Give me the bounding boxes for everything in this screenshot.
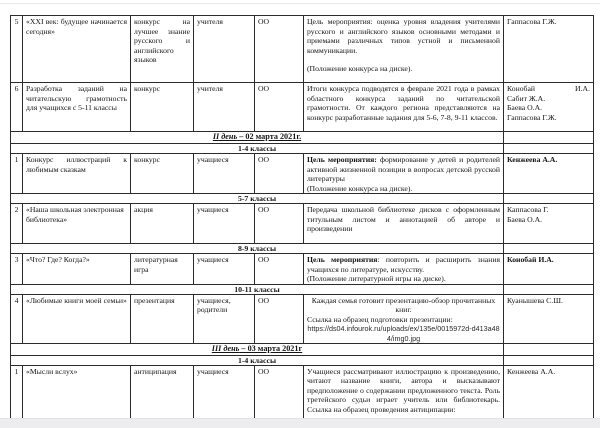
event-row [11, 204, 594, 244]
cell-number: 1 [11, 154, 23, 194]
text-run: Ссылка на образец подготовки презентации: [307, 314, 453, 324]
text-run: (Положение конкурса на диске). [307, 64, 413, 73]
cell-format: конкурс [131, 154, 194, 194]
text-run: (Положение литературной игры на диске). [307, 274, 446, 283]
cell-description [304, 83, 504, 132]
cell-responsible [504, 365, 594, 418]
description-paragraph [307, 155, 500, 184]
cell-format: литературная игра [131, 254, 194, 285]
text-run: https://ds04.infourok.ru/uploads/ex/135e/0015972d-d413a484/img0.jpg [307, 324, 500, 343]
cell-participants: учащиеся, родители [194, 294, 255, 344]
responsible-name: Баева О.А. [507, 214, 543, 224]
text-run: Учащиеся рассматривают иллюстрацию к произведению, читают название книги, автора и высказывают предположение о содержании предложенного текста. Роль третейского судьи играет учитель или библиотекарь. Ссылка на образец проведения антиципации: [307, 366, 500, 414]
cell-event-name: Разработка заданий на читательскую грамотность для учащихся с 5-11 классы [23, 83, 131, 132]
paragraph-gap [307, 55, 500, 64]
description-paragraph [307, 274, 500, 284]
day-header-cell [11, 132, 504, 144]
description-paragraph [307, 367, 500, 415]
class-header-cell: 5-7 классы [11, 194, 504, 204]
description-paragraph [307, 17, 500, 55]
cell-event-name: «Наша школьная электронная библиотека» [23, 204, 131, 244]
day-header-text [212, 344, 302, 353]
class-header-empty-cell [504, 284, 594, 294]
day-header-row [11, 132, 594, 144]
responsible-name: Конобай И.А. [507, 255, 554, 264]
text-run: Цель мероприятия [307, 255, 378, 264]
cell-description [304, 154, 504, 194]
cell-number: 6 [11, 83, 23, 132]
day-header-empty-cell [504, 344, 594, 356]
description-paragraph [307, 84, 500, 122]
text-run: формирование у детей и родителей активной жизненной позиции в вопросах детской русской литературы [307, 155, 500, 183]
cell-number: 4 [11, 294, 23, 344]
cell-oo: ОО [255, 204, 304, 244]
description-paragraph [307, 296, 500, 315]
class-header-cell: 1-4 классы [11, 144, 504, 154]
responsible-name: Каппасова Г. [507, 205, 549, 214]
day-header-text [213, 132, 301, 141]
text-run: Цель мероприятия: [307, 155, 377, 164]
cell-participants: учителя [194, 16, 255, 83]
class-header-cell: 10-11 классы [11, 284, 504, 294]
responsible-name: Сабит Ж.А. [507, 93, 546, 103]
cell-oo: ОО [255, 154, 304, 194]
cell-format: презентация [131, 294, 194, 344]
event-row [11, 365, 594, 418]
class-header-row [11, 284, 594, 294]
cell-participants: учащиеся [194, 154, 255, 194]
cell-responsible [504, 83, 594, 132]
cell-number: 2 [11, 204, 23, 244]
description-paragraph [307, 315, 500, 325]
day-header-empty-cell [504, 132, 594, 144]
description-paragraph [307, 64, 500, 74]
class-header-empty-cell [504, 144, 594, 154]
responsible-name: Куанышева С.Ш. [507, 295, 563, 305]
cell-event-name: «Мысли вслух» [23, 365, 131, 418]
cell-oo: ОО [255, 365, 304, 418]
page-bottom-edge [0, 418, 600, 428]
cell-oo: ОО [255, 83, 304, 132]
page-top-edge [0, 3, 600, 4]
cell-responsible [504, 16, 594, 83]
events-table-body [11, 16, 594, 419]
event-row [11, 16, 594, 83]
text-run: Каждая семья готовит презентацию-обзор прочитанных книг. [311, 295, 496, 314]
text-run: II день [212, 132, 238, 141]
cell-participants: учащиеся [194, 254, 255, 285]
class-header-empty-cell [504, 194, 594, 204]
cell-event-name: «Любимые книги моей семьи» [23, 294, 131, 344]
responsible-name: Конобай И.А. [507, 84, 590, 93]
responsible-name: Кенжеева А.А. [507, 366, 556, 376]
class-header-empty-cell [504, 355, 594, 365]
cell-number: 5 [11, 16, 23, 83]
class-header-row [11, 355, 594, 365]
cell-responsible [504, 204, 594, 244]
cell-description [304, 16, 504, 83]
class-header-row [11, 144, 594, 154]
text-run: III день [211, 344, 240, 353]
cell-format: акция [131, 204, 194, 244]
text-run: : повторить и расширить знания учащихся по литературе, искусству. [307, 255, 500, 274]
cell-responsible [504, 154, 594, 194]
event-row [11, 294, 594, 344]
cell-format: антиципация [131, 365, 194, 418]
cell-participants: учителя [194, 83, 255, 132]
description-paragraph [307, 324, 500, 343]
cell-event-name: «Что? Где? Когда?» [23, 254, 131, 285]
day-header-row [11, 344, 594, 356]
cell-responsible [504, 294, 594, 344]
cell-description [304, 365, 504, 418]
class-header-cell: 8-9 классы [11, 244, 504, 254]
cell-event-name: Конкурс иллюстраций к любимым сказкам [23, 154, 131, 194]
cell-oo: ОО [255, 254, 304, 285]
cell-format: конкурс [131, 83, 194, 132]
day-header-cell [11, 344, 504, 356]
event-row [11, 154, 594, 194]
event-row [11, 254, 594, 285]
class-header-row [11, 194, 594, 204]
text-run: Цель мероприятия: оценка уровня владения учителями русского и английского языков основными методами и приемами различных типов устной и письменной коммуникации. [307, 17, 500, 55]
responsible-name: Гаппасова Г.Ж. [507, 17, 557, 26]
event-row [11, 83, 594, 132]
class-header-empty-cell [504, 244, 594, 254]
text-run: – 02 марта 2021г. [237, 132, 302, 141]
cell-format: конкурс на лучшее знание русского и английского языков [131, 16, 194, 83]
responsible-name: Баева О.А. [507, 103, 543, 112]
class-header-cell: 1-4 классы [11, 355, 504, 365]
cell-description [304, 294, 504, 344]
cell-oo: ОО [255, 294, 304, 344]
responsible-name: Кенжеева А.А. [507, 155, 558, 164]
cell-description [304, 254, 504, 285]
text-run: – 03 марта 2021г [239, 344, 303, 353]
description-paragraph [307, 205, 500, 234]
cell-description [304, 204, 504, 244]
text-run: Передача школьной библиотеке дисков с оформленным титульным листом и аннотацией об авторе и произведении [307, 205, 500, 233]
cell-event-name: «XXI век: будущее начинается сегодня» [23, 16, 131, 83]
cell-participants: учащиеся [194, 365, 255, 418]
text-run: (Положение конкурса на диске). [307, 183, 413, 193]
description-paragraph [307, 255, 500, 274]
cell-number: 1 [11, 365, 23, 418]
cell-oo: ОО [255, 16, 304, 83]
cell-participants: учащиеся [194, 204, 255, 244]
cell-responsible [504, 254, 594, 285]
responsible-name: Гаппасова Г.Ж. [507, 112, 557, 122]
description-paragraph [307, 184, 500, 194]
class-header-row [11, 244, 594, 254]
text-run: Итоги конкурса подводятся в феврале 2021 года в рамках областного конкурса заданий по читательской грамотности. От каждого региона представляются на конкурс разработанные задания для 5-6, 7-8, 9-11 классов. [307, 84, 500, 122]
events-schedule-table [10, 15, 594, 419]
cell-number: 3 [11, 254, 23, 285]
